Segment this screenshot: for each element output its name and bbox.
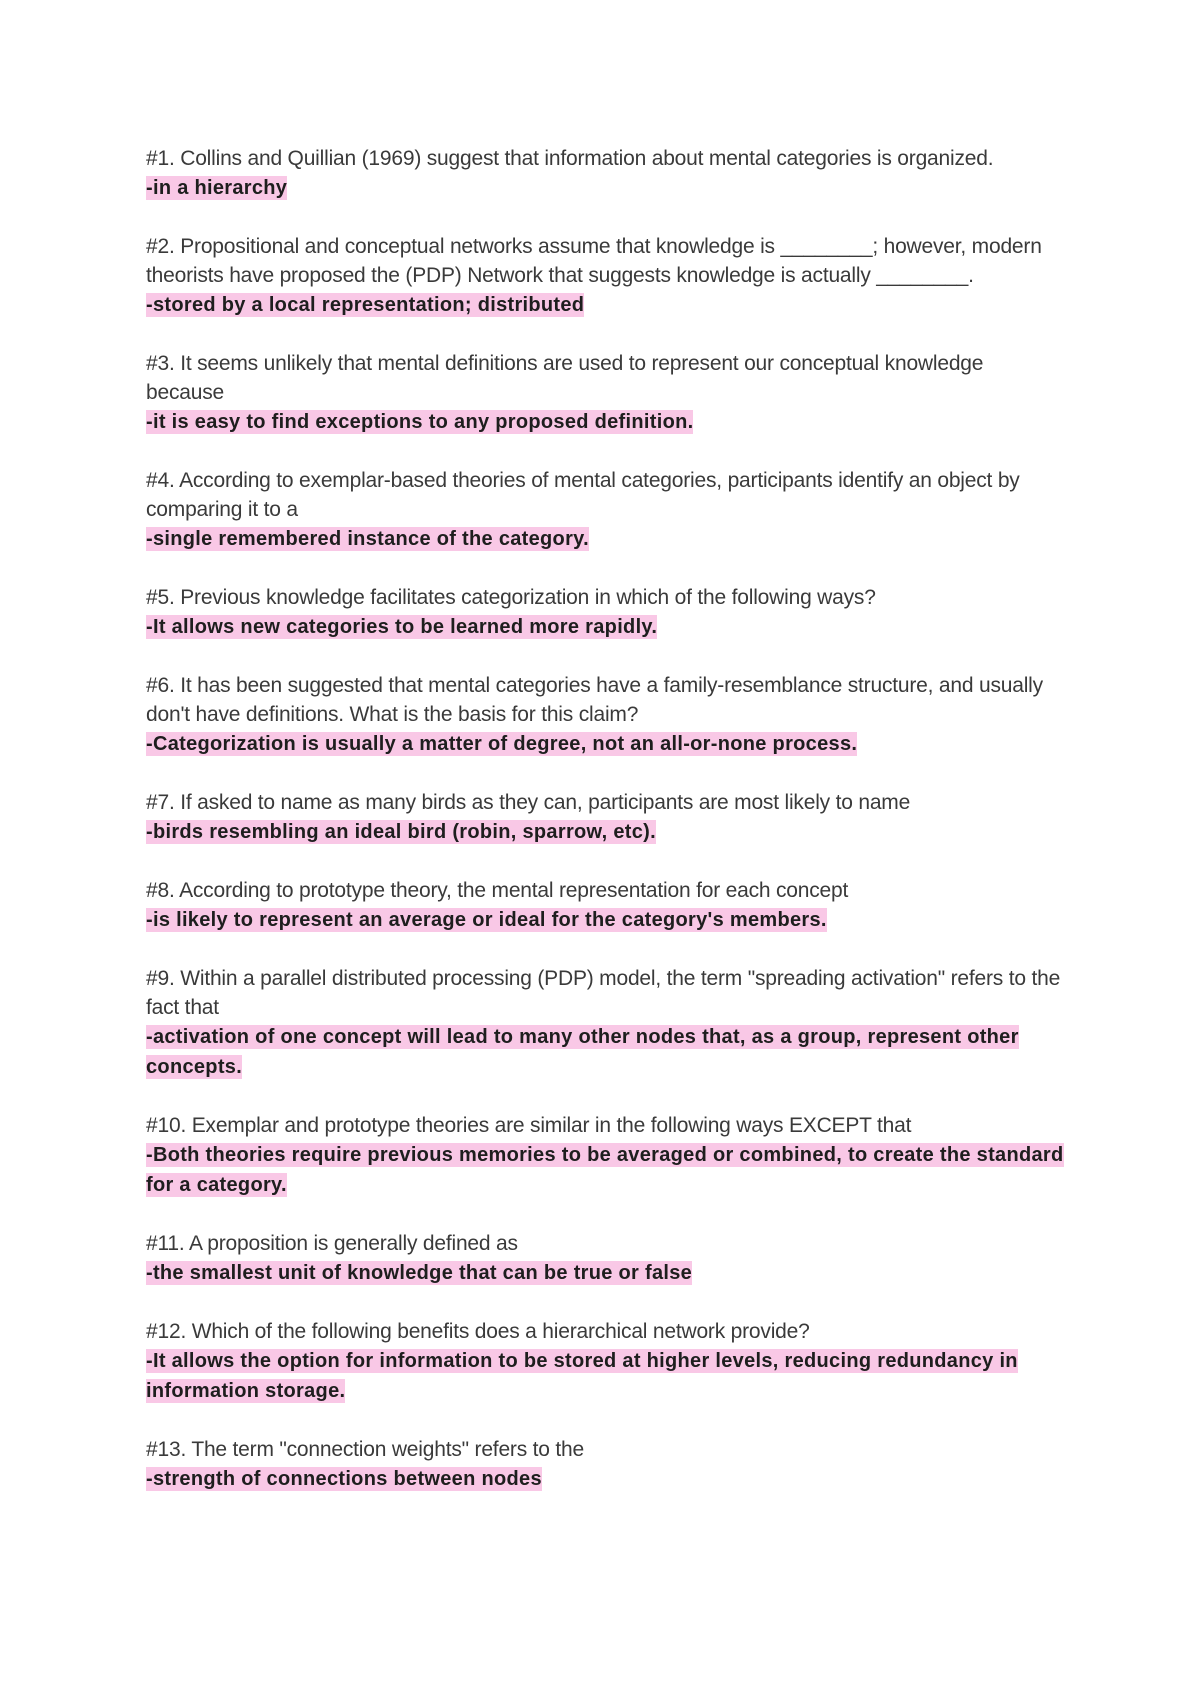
answer-text bbox=[146, 407, 1066, 437]
answer-highlight: -it is easy to find exceptions to any proposed definition. bbox=[146, 411, 694, 433]
answer-highlight: -in a hierarchy bbox=[146, 177, 288, 199]
qa-item-2 bbox=[146, 232, 1066, 320]
qa-item-3 bbox=[146, 349, 1066, 437]
qa-item-9 bbox=[146, 964, 1066, 1082]
question-text: #13. The term "connection weights" refers to the bbox=[146, 1438, 584, 1461]
question-text: #2. Propositional and conceptual networks assume that knowledge is ________; however, modern theorists have proposed the (PDP) Network that suggests knowledge is actually ________. bbox=[146, 235, 1042, 287]
question-text: #10. Exemplar and prototype theories are similar in the following ways EXCEPT that bbox=[146, 1114, 912, 1137]
question-text: #12. Which of the following benefits does a hierarchical network provide? bbox=[146, 1320, 810, 1343]
answer-text bbox=[146, 729, 1066, 759]
qa-item-6 bbox=[146, 671, 1066, 759]
qa-item-11 bbox=[146, 1229, 1066, 1288]
answer-highlight: -is likely to represent an average or ideal for the category's members. bbox=[146, 909, 827, 931]
question-text: #9. Within a parallel distributed processing (PDP) model, the term "spreading activation" refers to the fact that bbox=[146, 967, 1061, 1019]
answer-highlight: -Categorization is usually a matter of degree, not an all-or-none process. bbox=[146, 733, 858, 755]
answer-highlight: -strength of connections between nodes bbox=[146, 1468, 542, 1490]
answer-text bbox=[146, 1464, 1066, 1494]
answer-highlight: -the smallest unit of knowledge that can be true or false bbox=[146, 1262, 693, 1284]
question-text: #3. It seems unlikely that mental definitions are used to represent our conceptual knowledge because bbox=[146, 352, 984, 404]
answer-highlight: -Both theories require previous memories to be averaged or combined, to create the standard for a category. bbox=[146, 1144, 1064, 1196]
answer-highlight: -It allows the option for information to be stored at higher levels, reducing redundancy in information storage. bbox=[146, 1350, 1018, 1402]
qa-item-13 bbox=[146, 1435, 1066, 1494]
answer-text bbox=[146, 524, 1066, 554]
answer-text bbox=[146, 290, 1066, 320]
answer-highlight: -single remembered instance of the category. bbox=[146, 528, 589, 550]
question-text: #5. Previous knowledge facilitates categorization in which of the following ways? bbox=[146, 586, 876, 609]
qa-item-4 bbox=[146, 466, 1066, 554]
answer-text bbox=[146, 1140, 1066, 1200]
question-text: #11. A proposition is generally defined as bbox=[146, 1232, 518, 1255]
answer-text bbox=[146, 612, 1066, 642]
qa-item-8 bbox=[146, 876, 1066, 935]
qa-item-7 bbox=[146, 788, 1066, 847]
answer-text bbox=[146, 1022, 1066, 1082]
question-text: #1. Collins and Quillian (1969) suggest that information about mental categories is organized. bbox=[146, 147, 994, 170]
answer-text bbox=[146, 1346, 1066, 1406]
answer-highlight: -It allows new categories to be learned more rapidly. bbox=[146, 616, 658, 638]
answer-text bbox=[146, 905, 1066, 935]
qa-item-1 bbox=[146, 144, 1066, 203]
answer-text bbox=[146, 173, 1066, 203]
answer-highlight: -stored by a local representation; distributed bbox=[146, 294, 585, 316]
answer-highlight: -activation of one concept will lead to many other nodes that, as a group, represent other concepts. bbox=[146, 1026, 1019, 1078]
qa-item-5 bbox=[146, 583, 1066, 642]
question-text: #4. According to exemplar-based theories of mental categories, participants identify an object by comparing it to a bbox=[146, 469, 1020, 521]
answer-text bbox=[146, 1258, 1066, 1288]
answer-highlight: -birds resembling an ideal bird (robin, sparrow, etc). bbox=[146, 821, 656, 843]
question-text: #6. It has been suggested that mental categories have a family-resemblance structure, and usually don't have definitions. What is the basis for this claim? bbox=[146, 674, 1043, 726]
document-page bbox=[146, 144, 1066, 1523]
answer-text bbox=[146, 817, 1066, 847]
question-text: #7. If asked to name as many birds as they can, participants are most likely to name bbox=[146, 791, 911, 814]
qa-item-10 bbox=[146, 1111, 1066, 1200]
question-text: #8. According to prototype theory, the mental representation for each concept bbox=[146, 879, 849, 902]
qa-item-12 bbox=[146, 1317, 1066, 1406]
